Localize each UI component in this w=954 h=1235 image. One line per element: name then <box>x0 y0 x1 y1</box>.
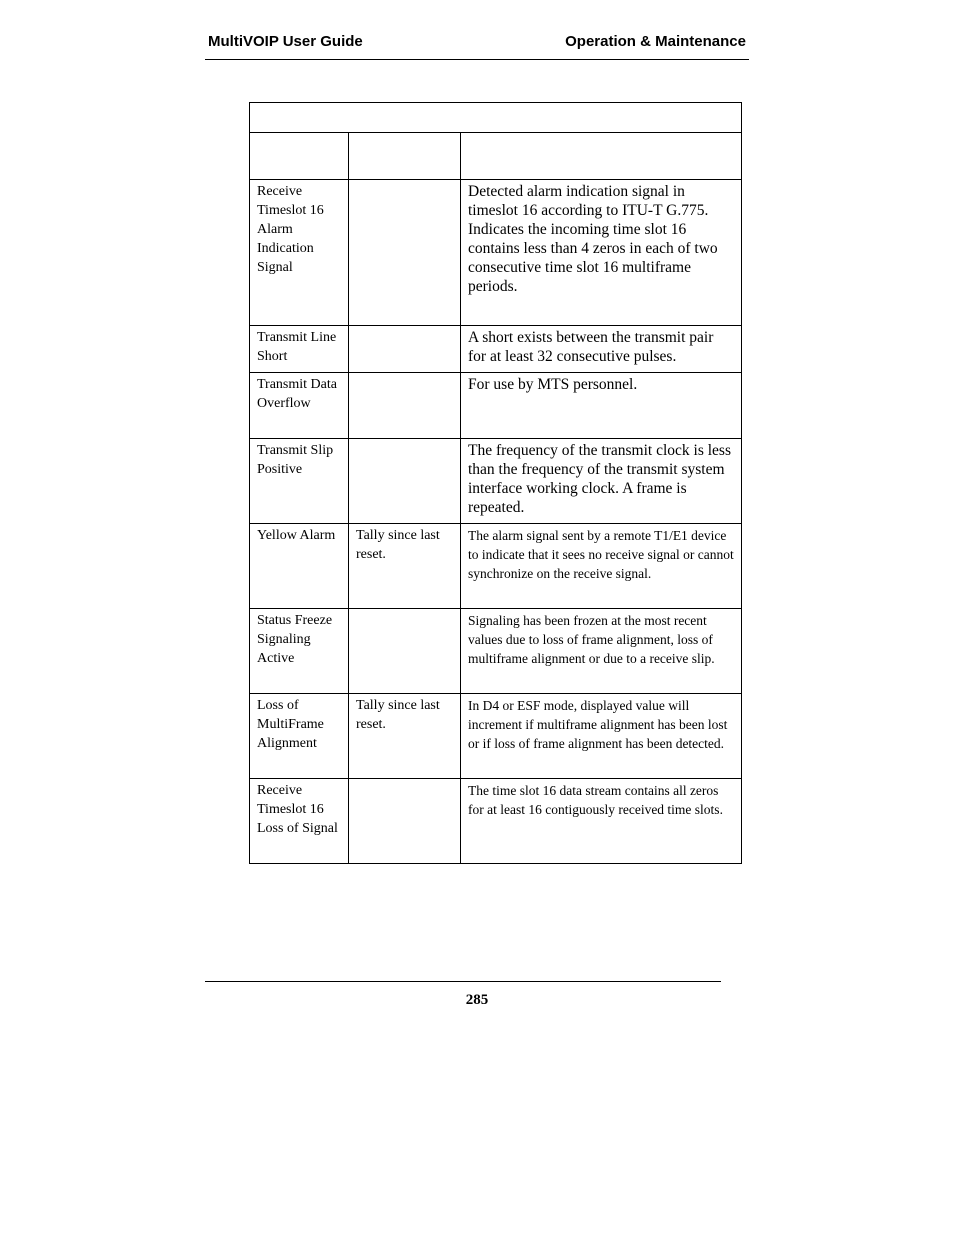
field-name-cell: Status Freeze Signaling Active <box>250 609 349 694</box>
header-divider <box>205 59 749 60</box>
table-header-row <box>250 133 742 180</box>
header-guide-title: MultiVOIP User Guide <box>208 33 363 50</box>
field-value-cell: Tally since last reset. <box>349 694 461 779</box>
field-value-cell <box>349 180 461 326</box>
table-row <box>250 524 742 609</box>
field-description-cell: A short exists between the transmit pair for at least 32 consecutive pulses. <box>461 326 742 373</box>
header-cell-value <box>349 133 461 180</box>
statistics-table <box>249 102 742 864</box>
field-value-cell <box>349 609 461 694</box>
field-value-cell <box>349 779 461 864</box>
field-value-cell <box>349 326 461 373</box>
field-description-cell: Detected alarm indication signal in timeslot 16 according to ITU-T G.775. Indicates the incoming time slot 16 contains less than 4 zeros in each of two consecutive time slot 16 multiframe periods. <box>461 180 742 326</box>
field-description-cell: Signaling has been frozen at the most recent values due to loss of frame alignment, loss of multiframe alignment or due to a receive slip. <box>461 609 742 694</box>
field-value-cell: Tally since last reset. <box>349 524 461 609</box>
field-name-cell: Receive Timeslot 16 Loss of Signal <box>250 779 349 864</box>
table-row <box>250 439 742 524</box>
field-name-cell: Loss of MultiFrame Alignment <box>250 694 349 779</box>
field-name-cell: Transmit Data Overflow <box>250 373 349 439</box>
field-description-cell: The time slot 16 data stream contains all zeros for at least 16 contiguously received time slots. <box>461 779 742 864</box>
field-name-cell: Yellow Alarm <box>250 524 349 609</box>
field-name-cell: Transmit Line Short <box>250 326 349 373</box>
field-value-cell <box>349 373 461 439</box>
field-value-cell <box>349 439 461 524</box>
field-name-cell: Transmit Slip Positive <box>250 439 349 524</box>
table-row <box>250 180 742 326</box>
page-number: 285 <box>465 992 489 1008</box>
header-cell-description <box>461 133 742 180</box>
table-row <box>250 609 742 694</box>
field-description-cell: The frequency of the transmit clock is less than the frequency of the transmit system interface working clock. A frame is repeated. <box>461 439 742 524</box>
header-section-title: Operation & Maintenance <box>565 33 746 50</box>
footer-divider <box>205 981 721 982</box>
table-title-cell <box>250 103 742 133</box>
table-row <box>250 694 742 779</box>
field-description-cell: In D4 or ESF mode, displayed value will increment if multiframe alignment has been lost or if loss of frame alignment has been detected. <box>461 694 742 779</box>
table-row <box>250 779 742 864</box>
table-row <box>250 373 742 439</box>
field-description-cell: The alarm signal sent by a remote T1/E1 device to indicate that it sees no receive signal or cannot synchronize on the receive signal. <box>461 524 742 609</box>
field-description-cell: For use by MTS personnel. <box>461 373 742 439</box>
table-row <box>250 326 742 373</box>
table-title-row <box>250 103 742 133</box>
header-cell-field <box>250 133 349 180</box>
field-name-cell: Receive Timeslot 16 Alarm Indication Signal <box>250 180 349 326</box>
